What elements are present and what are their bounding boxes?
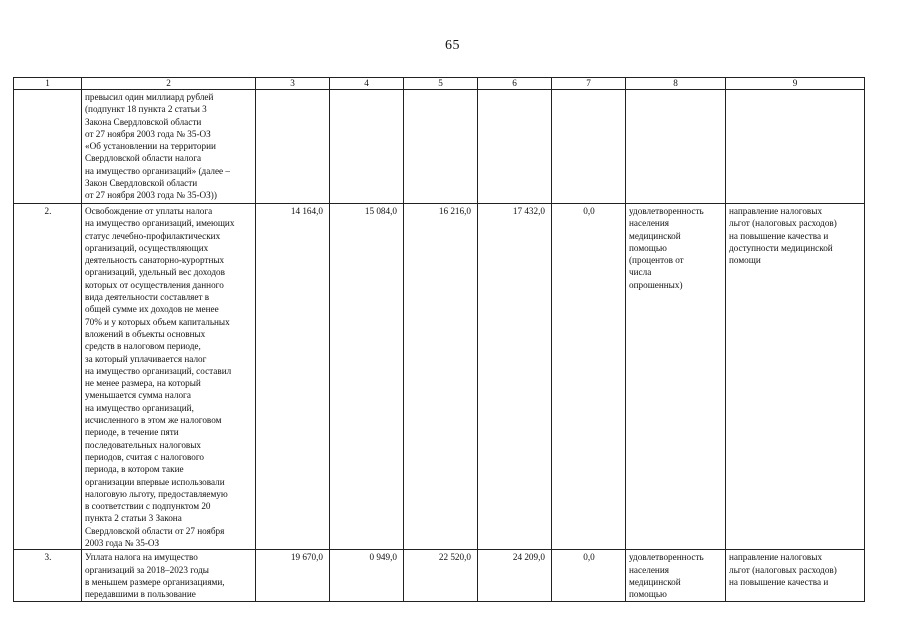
description-line: вложений в объекты основных <box>85 328 206 339</box>
column-header: 7 <box>552 78 626 90</box>
description-line: периоде, в течение пяти <box>85 427 179 438</box>
description-line: уменьшается сумма налога <box>85 390 191 401</box>
indicator-line: числа <box>629 267 652 278</box>
description-line: периодов, считая с налогового <box>85 451 204 462</box>
value-cell: 15 084,0 <box>330 204 404 550</box>
value-cell <box>256 90 330 204</box>
description-line: Закона Свердловской области <box>85 116 202 127</box>
direction-line: направление налоговых <box>729 206 823 216</box>
description-line: налоговую льготу, предоставляемую <box>85 488 228 499</box>
direction-line: на повышение качества и <box>729 576 829 587</box>
column-header: 2 <box>82 78 256 90</box>
indicator-line: населения <box>629 218 669 229</box>
description-line: 2003 года № 35-ОЗ <box>85 538 160 549</box>
benefit-description <box>82 90 256 204</box>
description-line: на имущество организаций, имеющих <box>85 218 235 229</box>
description-line: Закон Свердловской области <box>85 178 198 189</box>
direction-line: доступности медицинской <box>729 242 833 253</box>
table-row <box>14 204 865 550</box>
description-line: общей сумме их доходов не менее <box>85 304 219 315</box>
description-line: пункта 2 статьи 3 Закона <box>85 513 182 524</box>
description-line: 70% и у которых объем капитальных <box>85 316 230 327</box>
column-header: 1 <box>14 78 82 90</box>
description-line: деятельность санаторно-курортных <box>85 255 225 266</box>
column-header: 8 <box>626 78 726 90</box>
table-row <box>14 550 865 601</box>
indicator-line: (процентов от <box>629 255 684 266</box>
value-cell: 24 209,0 <box>478 550 552 601</box>
indicator-line: опрошенных) <box>629 279 683 290</box>
indicator-line: помощью <box>629 242 667 253</box>
description-line: Освобождение от уплаты налога <box>85 206 213 216</box>
column-header: 6 <box>478 78 552 90</box>
value-cell <box>404 90 478 204</box>
description-line: средств в налоговом периоде, <box>85 341 201 352</box>
description-line: вида деятельности составляет в <box>85 292 210 303</box>
description-line: передавшими в пользование <box>85 589 196 600</box>
indicator-cell <box>626 90 726 204</box>
value-cell: 0,0 <box>552 204 626 550</box>
direction-cell <box>726 204 865 550</box>
description-line: в меньшем размере организациями, <box>85 576 225 587</box>
column-number-row <box>14 78 865 90</box>
direction-line: льгот (налоговых расходов) <box>729 564 837 575</box>
description-line: организаций, удельный вес доходов <box>85 267 225 278</box>
tax-benefits-table <box>13 77 865 602</box>
column-header: 5 <box>404 78 478 90</box>
description-line: от 27 ноября 2003 года № 35-ОЗ <box>85 128 211 139</box>
value-cell <box>330 90 404 204</box>
description-line: «Об установлении на территории <box>85 141 216 152</box>
description-line: Уплата налога на имущество <box>85 552 198 563</box>
indicator-line: медицинской <box>629 576 681 587</box>
value-cell <box>478 90 552 204</box>
description-line: организаций, осуществляющих <box>85 242 209 253</box>
description-line: статус лечебно-профилактических <box>85 230 221 241</box>
indicator-line: удовлетворенность <box>629 552 704 563</box>
direction-line: льгот (налоговых расходов) <box>729 218 837 229</box>
value-cell: 22 520,0 <box>404 550 478 601</box>
value-cell: 0 949,0 <box>330 550 404 601</box>
value-cell: 14 164,0 <box>256 204 330 550</box>
row-number: 3. <box>14 550 82 601</box>
description-line: не менее размера, на который <box>85 378 201 389</box>
indicator-cell <box>626 204 726 550</box>
page-number: 65 <box>445 38 460 53</box>
indicator-line: медицинской <box>629 230 681 241</box>
value-cell: 19 670,0 <box>256 550 330 601</box>
description-line: за который уплачивается налог <box>85 353 207 364</box>
description-line: периода, в котором такие <box>85 464 184 475</box>
indicator-cell <box>626 550 726 601</box>
description-line: которых от осуществления данного <box>85 279 224 290</box>
direction-line: на повышение качества и <box>729 230 829 241</box>
indicator-line: помощью <box>629 589 667 600</box>
description-line: организаций за 2018–2023 годы <box>85 564 209 575</box>
description-line: последовательных налоговых <box>85 439 202 450</box>
direction-cell <box>726 550 865 601</box>
description-line: превысил один миллиард рублей <box>85 92 214 102</box>
description-line: исчисленного в этом же налоговом <box>85 415 222 426</box>
value-cell: 16 216,0 <box>404 204 478 550</box>
value-cell: 0,0 <box>552 550 626 601</box>
description-line: организации впервые использовали <box>85 476 225 487</box>
row-number <box>14 90 82 204</box>
column-header: 4 <box>330 78 404 90</box>
description-line: в соответствии с подпунктом 20 <box>85 501 211 512</box>
benefit-description <box>82 550 256 601</box>
column-header: 9 <box>726 78 865 90</box>
row-number: 2. <box>14 204 82 550</box>
direction-line: помощи <box>729 255 761 266</box>
value-cell: 17 432,0 <box>478 204 552 550</box>
direction-line: направление налоговых <box>729 552 823 563</box>
value-cell <box>552 90 626 204</box>
column-header: 3 <box>256 78 330 90</box>
benefit-description <box>82 204 256 550</box>
table-row <box>14 90 865 204</box>
description-line: от 27 ноября 2003 года № 35-ОЗ)) <box>85 190 217 201</box>
description-line: (подпункт 18 пункта 2 статьи 3 <box>85 104 207 115</box>
indicator-line: населения <box>629 564 669 575</box>
description-line: на имущество организаций, <box>85 402 194 413</box>
description-line: Свердловской области налога <box>85 153 202 164</box>
description-line: Свердловской области от 27 ноября <box>85 525 225 536</box>
description-line: на имущество организаций, составил <box>85 365 232 376</box>
indicator-line: удовлетворенность <box>629 206 704 216</box>
description-line: на имущество организаций» (далее – <box>85 165 230 176</box>
direction-cell <box>726 90 865 204</box>
